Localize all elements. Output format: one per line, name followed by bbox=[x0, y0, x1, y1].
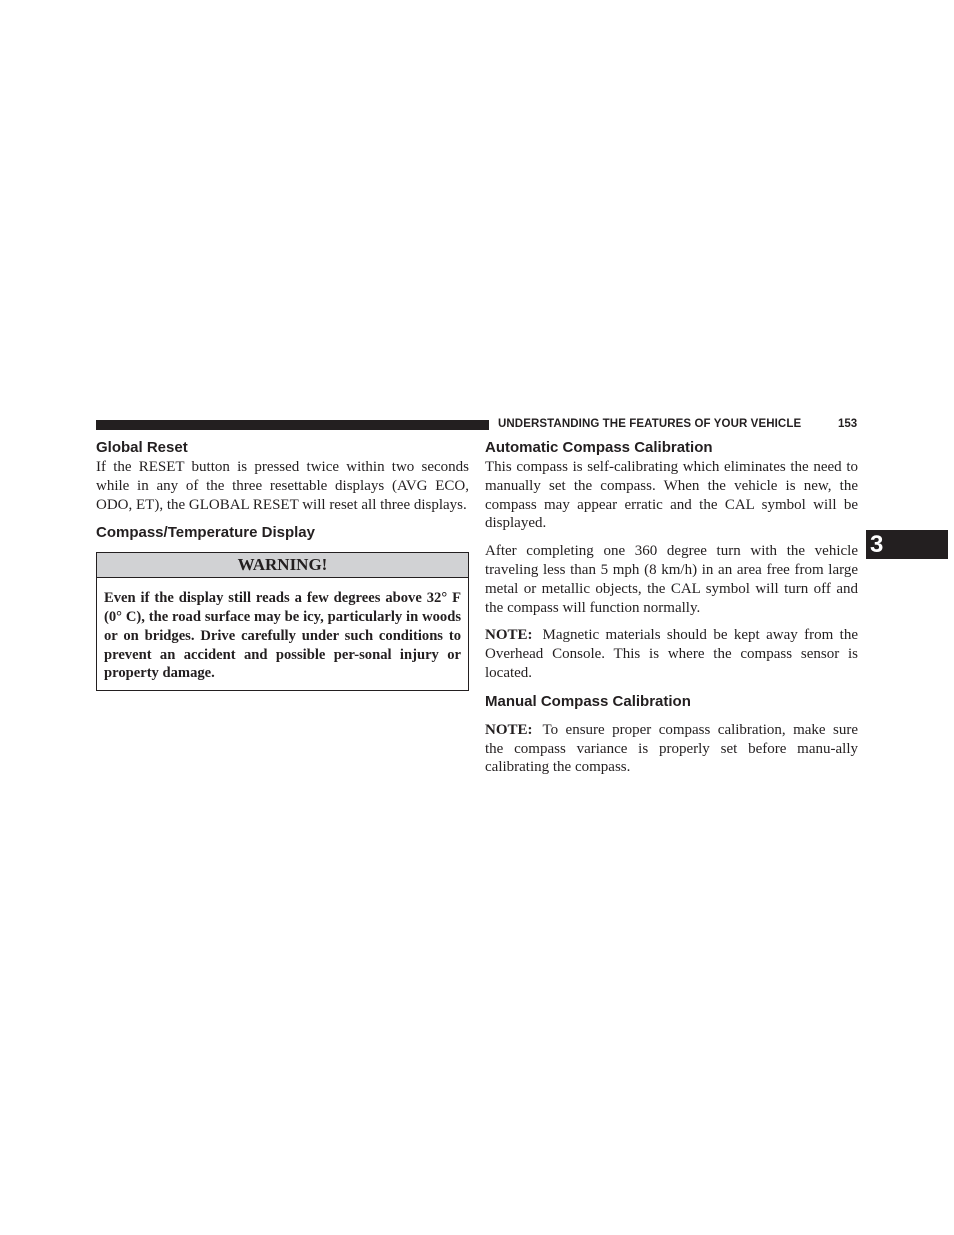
auto-cal-heading: Automatic Compass Calibration bbox=[485, 439, 713, 456]
header-rule bbox=[96, 420, 489, 430]
auto-cal-para2: After completing one 360 degree turn with the vehicle traveling less than 5 mph (8 km/h) in an area free from large metal or metallic objects, the CAL symbol will turn off and the compass will function normally. bbox=[485, 543, 858, 616]
global-reset-heading: Global Reset bbox=[96, 439, 188, 456]
auto-cal-para1: This compass is self-calibrating which eliminates the need to manually set the compass. When the vehicle is new, the compass may appear erratic and the CAL symbol will be displayed. bbox=[485, 459, 858, 532]
chapter-tab: 3 bbox=[866, 530, 948, 559]
warning-box bbox=[96, 552, 469, 691]
page-number: 153 bbox=[838, 418, 858, 430]
warning-body: Even if the display still reads a few degrees above 32° F (0° C), the road surface may be icy, particularly in woods or on bridges. Drive carefully under such conditions to prevent an accident and possible per-sonal injury or property damage. bbox=[104, 590, 461, 682]
running-header-title: UNDERSTANDING THE FEATURES OF YOUR VEHICLE bbox=[498, 418, 802, 430]
note-label: NOTE: bbox=[485, 721, 533, 738]
note-text: To ensure proper compass calibration, make sure the compass variance is properly set before manu-ally calibrating the compass. bbox=[485, 721, 858, 776]
right-column bbox=[485, 438, 858, 777]
auto-cal-note bbox=[485, 626, 858, 682]
global-reset-body: If the RESET button is pressed twice within two seconds while in any of the three resettable displays (AVG ECO, ODO, ET), the GLOBAL RESET will reset all three displays. bbox=[96, 459, 469, 513]
manual-cal-note bbox=[485, 721, 858, 777]
compass-temp-heading: Compass/Temperature Display bbox=[96, 524, 315, 542]
note-label: NOTE: bbox=[485, 627, 533, 644]
warning-title: WARNING! bbox=[97, 553, 468, 578]
left-column bbox=[96, 438, 469, 691]
note-text: Magnetic materials should be kept away from the Overhead Console. This is where the compass sensor is located. bbox=[485, 627, 858, 681]
manual-cal-heading: Manual Compass Calibration bbox=[485, 692, 691, 710]
